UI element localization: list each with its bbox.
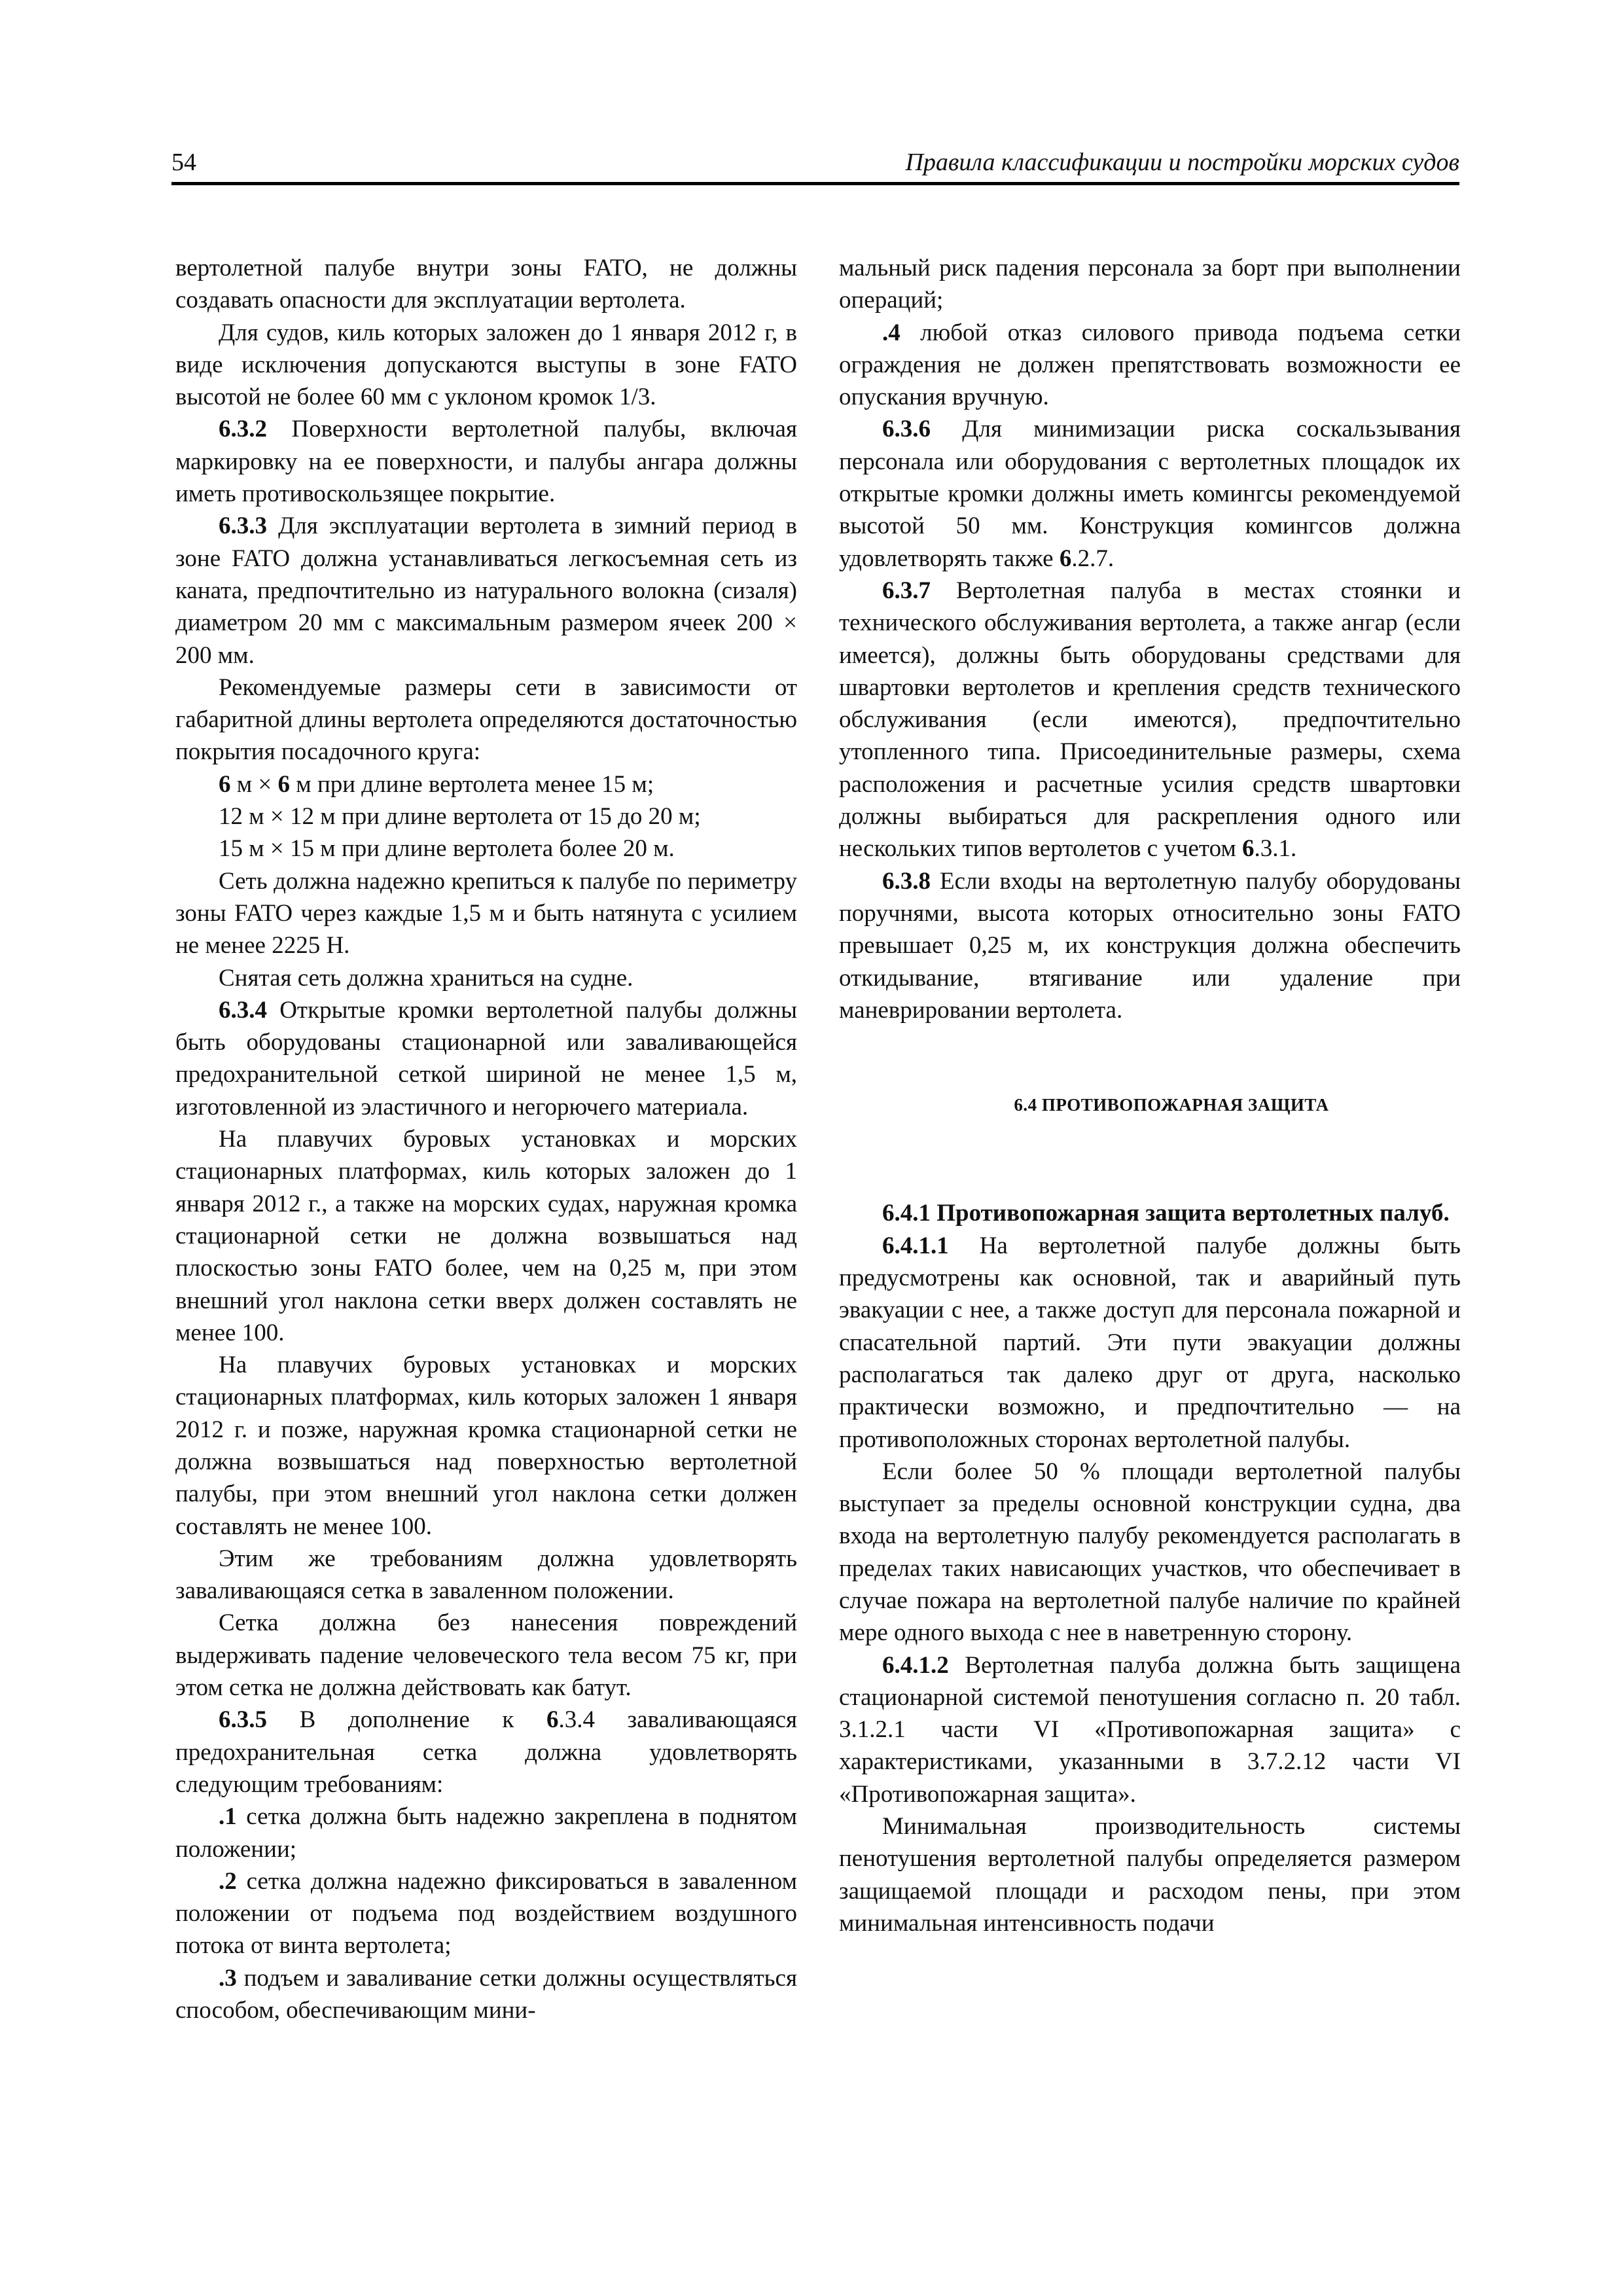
- size-value: 6: [219, 770, 231, 798]
- paragraph: Если более 50 % площади вертолетной палубы выступает за пределы основной конструкции судна, два входа на вертолетную палубу рекомендуется располагать в пределах таких нависающих участков, что обеспечивает в случае пожара на вертолетной палубе наличие по крайней мере одного выхода с нее в наветренную сторону.: [839, 1458, 1461, 1647]
- paragraph: Сетка должна без нанесения повреждений выдерживать падение человеческого тела весом 75 кг, при этом сетка не должна действовать как батут.: [175, 1609, 797, 1702]
- section-spacer: [839, 1026, 1461, 1089]
- clause-text: Для минимизации риска соскальзывания персонала или оборудования с вертолетных площадок их открытые кромки должны иметь комингсы рекомендуемой высотой 50 мм. Конструкция комингсов должна удовлетворять также: [839, 416, 1461, 572]
- clause-text: Если входы на вертолетную палубу оборудованы поручнями, высота которых относительно зоны FATO превышает 0,25 м, их конструкция должна обеспечить откидывание, втягивание или удаление при маневрировании вертолета.: [839, 867, 1461, 1024]
- paragraph-6-3-7: [839, 575, 1461, 865]
- paragraph: Сеть должна надежно крепиться к палубе по периметру зоны FATO через каждые 1,5 м и быть натянута с усилием не менее 2225 Н.: [175, 867, 797, 960]
- clause-number: 6.4.1.2: [882, 1651, 949, 1679]
- list-number: .4: [882, 319, 901, 346]
- clause-text: .3.4 заваливающаяся предохранительная сетка должна удовлетворять следующим требованиям:: [175, 1706, 797, 1798]
- clause-number: 6.3.5: [219, 1706, 267, 1734]
- net-size-item: [175, 768, 797, 800]
- paragraph-6-3-8: [839, 865, 1461, 1026]
- clause-text: Вертолетная палуба должна быть защищена стационарной системой пенотушения согласно п. 20 табл. 3.1.2.1 части VI «Противопожарная защита» с характеристиками, указанными в 3.7.2.12 части VI «Противопожарная защита».: [839, 1651, 1461, 1808]
- list-item: [175, 1801, 797, 1865]
- paragraph-6-3-6: [839, 413, 1461, 574]
- paragraph: мальный риск падения персонала за борт при выполнении операций;: [839, 255, 1461, 314]
- paragraph-6-3-5: [175, 1704, 797, 1801]
- paragraph: Этим же требованиям должна удовлетворять заваливающаяся сетка в заваленном положении.: [175, 1545, 797, 1605]
- paragraph: Для судов, киль которых заложен до 1 января 2012 г, в виде исключения допускаются выступы в зоне FATO высотой не более 60 мм с уклоном кромок 1/3.: [175, 319, 797, 411]
- subsection-heading: 6.4.1 Противопожарная защита вертолетных палуб.: [882, 1200, 1450, 1227]
- list-item: [175, 1865, 797, 1962]
- paragraph-6-3-2: [175, 413, 797, 510]
- paragraph-6-4-1-1: [839, 1230, 1461, 1456]
- clause-reference: 6: [546, 1706, 559, 1734]
- section-spacer: [839, 1121, 1461, 1197]
- clause-text: Для эксплуатации вертолета в зимний период в зоне FATO должна устанавливаться легкосъемная сеть из каната, предпочтительно из натурального волокна (сизаля) диаметром 20 мм с максимальным размером ячеек 200 × 200 мм.: [175, 512, 797, 669]
- net-size-item: 15 м × 15 м при длине вертолета более 20 м.: [219, 835, 675, 863]
- paragraph: На плавучих буровых установках и морских стационарных платформах, киль которых заложен 1 января 2012 г. и позже, наружная кромка стационарной сетки не должна возвышаться над поверхностью вертолетной палубы, при этом внешний угол наклона сетки должен составлять не менее 100.: [175, 1352, 797, 1540]
- clause-text: Поверхности вертолетной палубы, включая маркировку на ее поверхности, и палубы ангара должны иметь противоскользящее покрытие.: [175, 416, 797, 508]
- paragraph-6-3-4: [175, 994, 797, 1123]
- clause-reference: 6: [1242, 835, 1255, 863]
- clause-number: 6.3.6: [882, 416, 931, 443]
- list-text: сетка должна надежно фиксироваться в заваленном положении от подъема под воздействием воздушного потока от винта вертолета;: [175, 1867, 797, 1960]
- clause-text: В дополнение к: [267, 1706, 546, 1734]
- right-column: [839, 252, 1461, 1939]
- paragraph: Минимальная производительность системы пенотушения вертолетной палубы определяется размером защищаемой площади и расходом пены, при этом минимальная интенсивность подачи: [839, 1813, 1461, 1937]
- left-column: [175, 252, 797, 2026]
- clause-number: 6.3.3: [219, 512, 267, 540]
- list-text: сетка должна быть надежно закреплена в поднятом положении;: [175, 1803, 797, 1863]
- paragraph: Рекомендуемые размеры сети в зависимости от габаритной длины вертолета определяются достаточностью покрытия посадочного круга:: [175, 673, 797, 766]
- list-item: [839, 317, 1461, 414]
- clause-text: Открытые кромки вертолетной палубы должны быть оборудованы стационарной или заваливающейся предохранительной сеткой шириной не менее 1,5 м, изготовленной из эластичного и негорючего материала.: [175, 996, 797, 1121]
- list-text: подъем и заваливание сетки должны осуществляться способом, обеспечивающим мини-: [175, 1964, 797, 2024]
- clause-text: .3.1.: [1254, 835, 1297, 863]
- page-header: [171, 145, 1459, 185]
- list-number: .1: [219, 1803, 237, 1831]
- paragraph: На плавучих буровых установках и морских стационарных платформах, киль которых заложен до 1 января 2012 г., а также на морских судах, наружная кромка стационарной сетки не должна возвышаться над плоскостью зоны FATO более, чем на 0,25 м, при этом внешний угол наклона сетки вверх должен составлять не менее 100.: [175, 1126, 797, 1346]
- clause-text: .2.7.: [1071, 545, 1115, 572]
- running-title: Правила классификации и постройки морских судов: [905, 149, 1459, 176]
- clause-number: 6.3.8: [882, 867, 931, 895]
- section-title: 6.4 ПРОТИВОПОЖАРНАЯ ЗАЩИТА: [1014, 1095, 1329, 1115]
- list-text: любой отказ силового привода подъема сетки ограждения не должен препятствовать возможности ее опускания вручную.: [839, 319, 1461, 411]
- paragraph-6-4-1-2: [839, 1649, 1461, 1810]
- page-number: 54: [171, 149, 196, 176]
- list-number: .3: [219, 1964, 237, 1992]
- size-value: 6: [277, 770, 291, 798]
- size-text: м ×: [230, 770, 278, 798]
- clause-text: Вертолетная палуба в местах стоянки и технического обслуживания вертолета, а также ангар (если имеется), должны быть оборудованы средствами для швартовки вертолетов и крепления средств технического обслуживания (если имеются), предпочтительно утопленного типа. Присоединительные размеры, схема расположения и расчетные усилия средств швартовки должны выбираться для раскрепления одного или нескольких типов вертолетов с учетом: [839, 577, 1461, 863]
- paragraph: Снятая сеть должна храниться на судне.: [219, 964, 633, 992]
- clause-number: 6.4.1.1: [882, 1232, 949, 1259]
- clause-number: 6.3.2: [219, 416, 267, 443]
- paragraph: вертолетной палубе внутри зоны FATO, не должны создавать опасности для эксплуатации вертолета.: [175, 255, 797, 314]
- paragraph-6-3-3: [175, 510, 797, 671]
- list-number: .2: [219, 1867, 237, 1895]
- clause-text: На вертолетной палубе должны быть предусмотрены как основной, так и аварийный путь эвакуации с нее, а также доступ для персонала пожарной и спасательной партий. Эти пути эвакуации должны располагаться так далеко друг от друга, насколько практически возможно, и предпочтительно — на противоположных сторонах вертолетной палубы.: [839, 1232, 1461, 1453]
- net-size-item: 12 м × 12 м при длине вертолета от 15 до 20 м;: [219, 803, 701, 831]
- size-text: м при длине вертолета менее 15 м;: [290, 770, 654, 798]
- clause-number: 6.3.4: [219, 996, 267, 1024]
- clause-number: 6.3.7: [882, 577, 931, 604]
- clause-reference: 6: [1059, 545, 1072, 572]
- list-item: [175, 1962, 797, 2027]
